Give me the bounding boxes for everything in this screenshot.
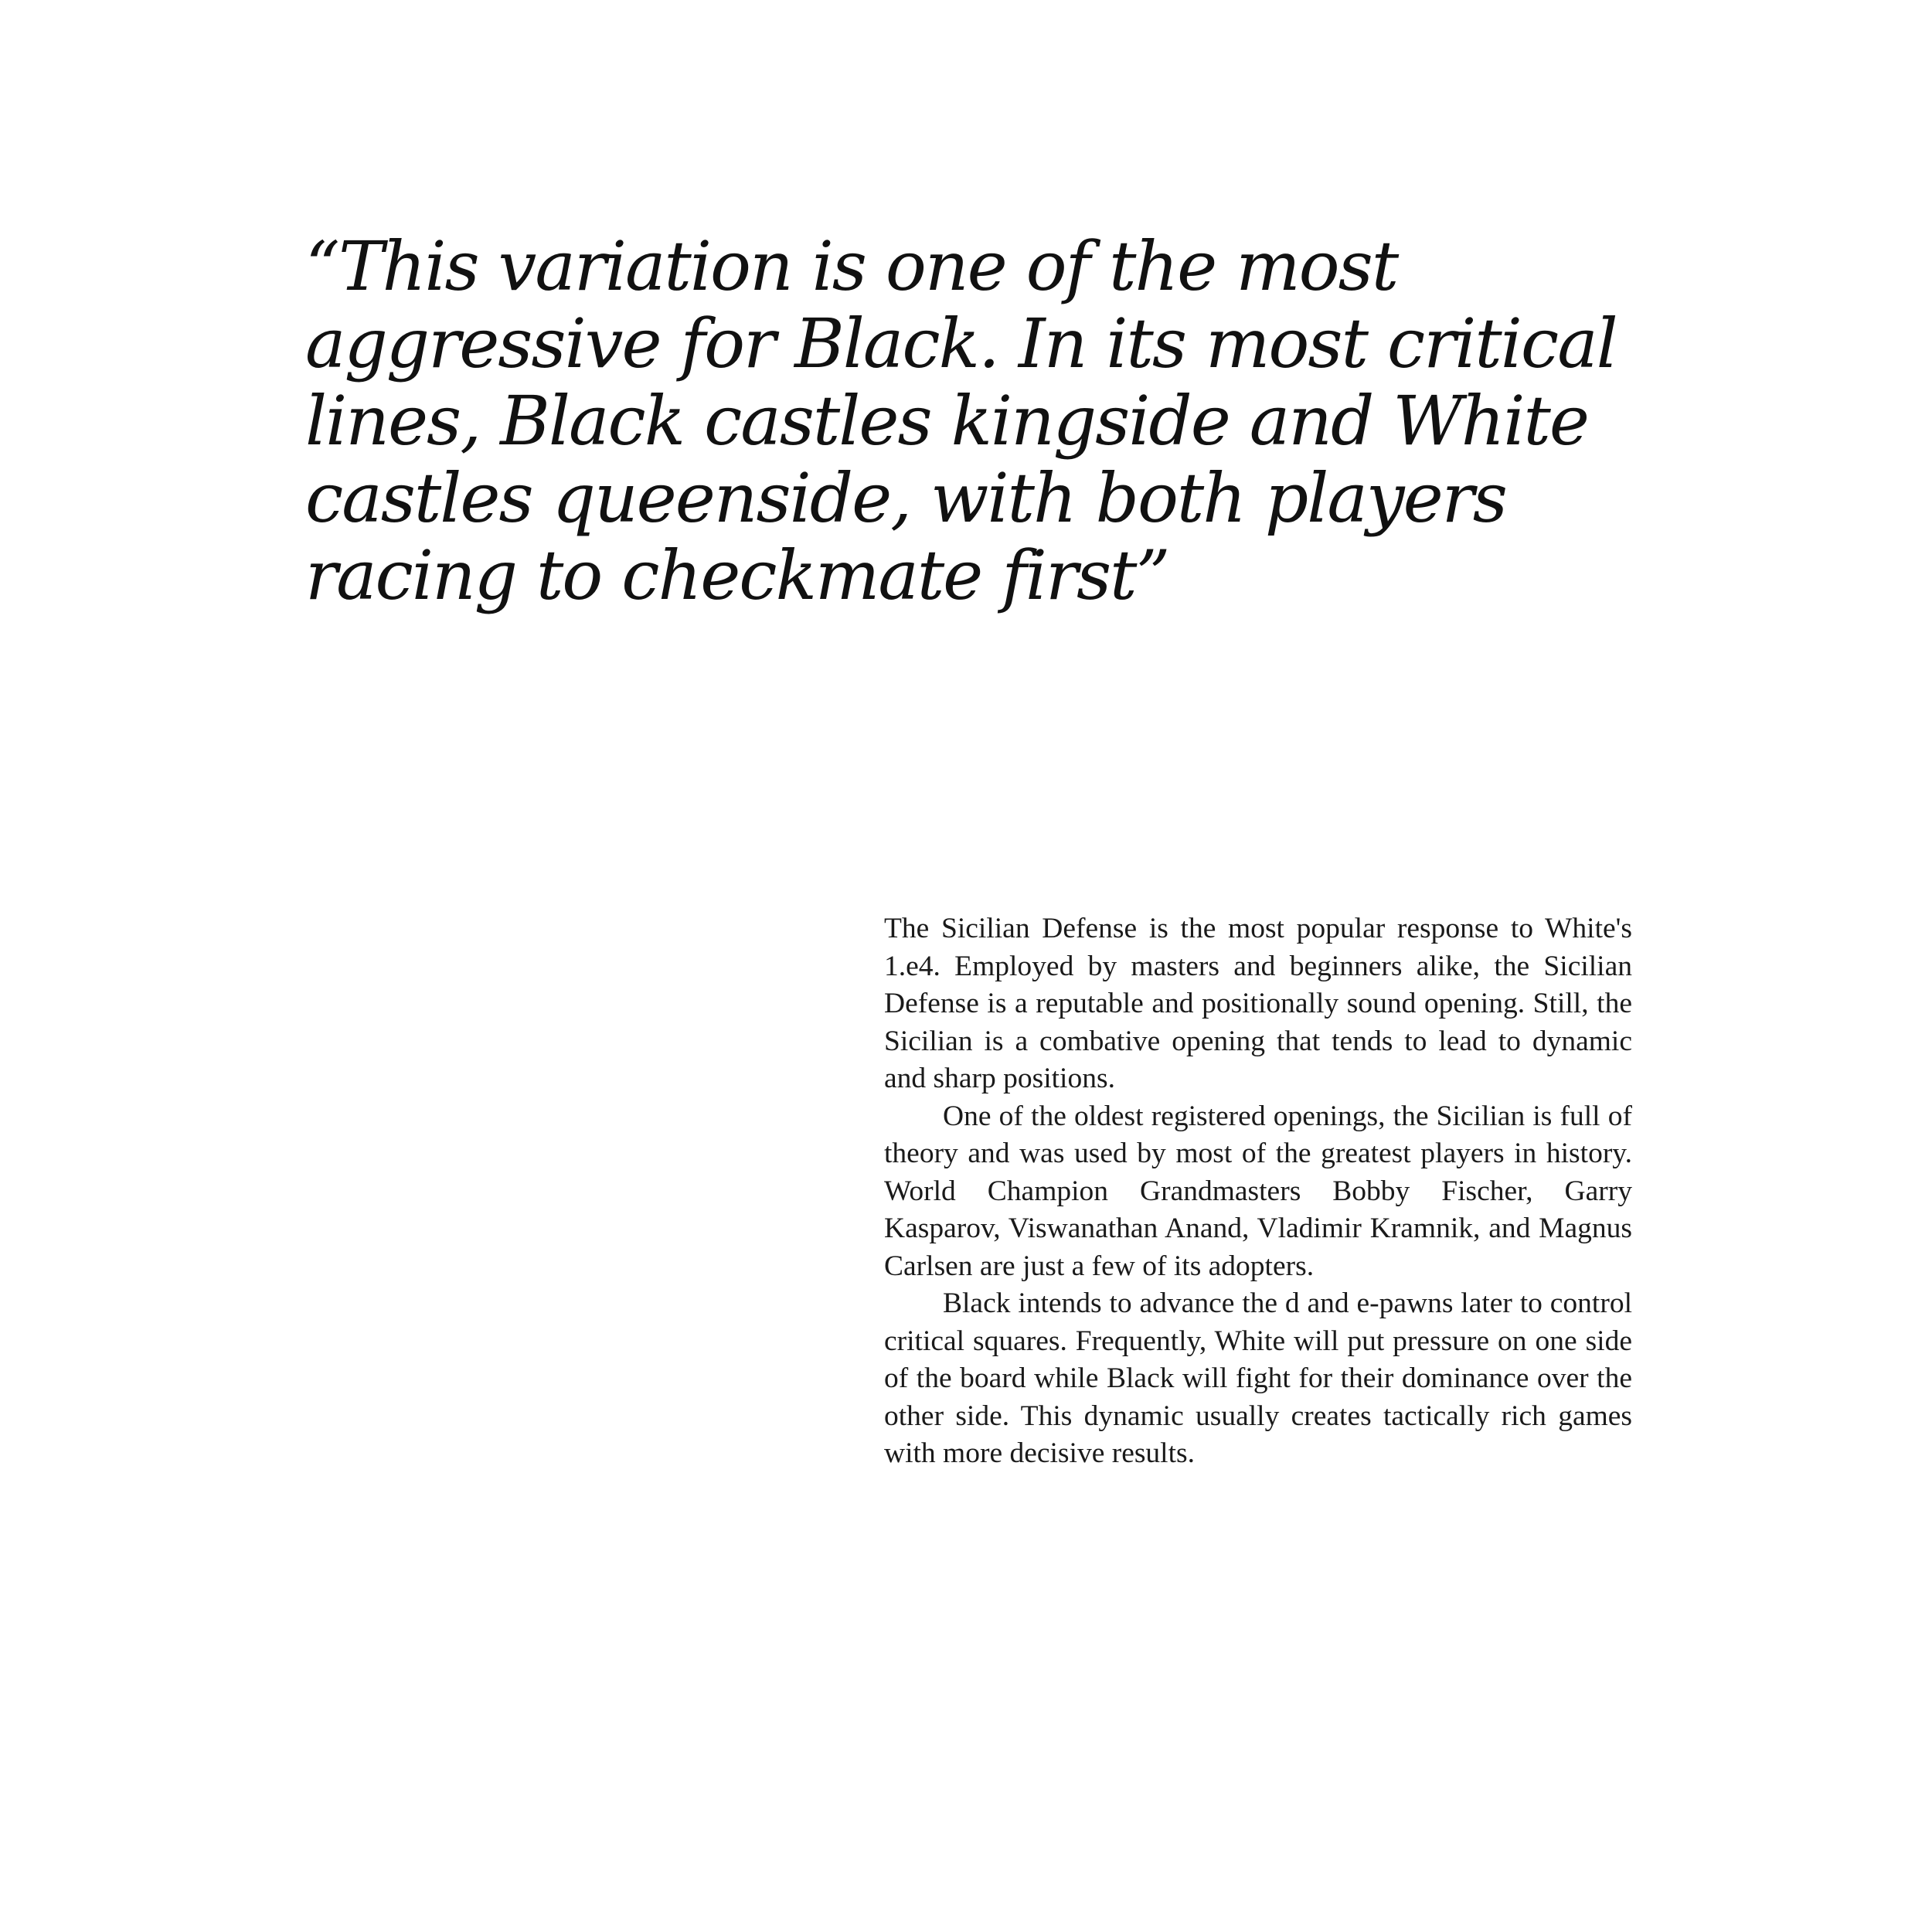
pull-quote-line: castles queenside, with both players — [305, 458, 1506, 538]
pull-quote-line: “This variation is one of the most — [305, 226, 1398, 306]
body-text-column — [884, 910, 1632, 1473]
pull-quote-line: lines, Black castles kingside and White — [305, 381, 1588, 461]
body-paragraph-intro: The Sicilian Defense is the most popular response to White's 1.e4. Employed by masters and beginners alike, the Sicilian Defense is a reputable and positionally sound opening. Still, the Sicilian is a combative opening that tends to lead to dynamic and sharp positions. — [884, 913, 1632, 1094]
body-paragraph-strategy: Black intends to advance the d and e-pawns later to control critical squares. Frequently, White will put pressure on one side of the board while Black will fight for their dominance over the other side. This dynamic usually creates tactically rich games with more decisive results. — [884, 1287, 1632, 1469]
body-paragraph-history: One of the oldest registered openings, the Sicilian is full of theory and was used by most of the greatest players in history. World Champion Grandmasters Bobby Fischer, Garry Kasparov, Viswanathan Anand, Vladimir Kramnik, and Magnus Carlsen are just a few of its adopters. — [884, 1100, 1632, 1282]
pull-quote-line: racing to checkmate first” — [305, 536, 1169, 615]
pull-quote-line: aggressive for Black. In its most critical — [305, 304, 1617, 383]
pull-quote — [305, 228, 1619, 614]
